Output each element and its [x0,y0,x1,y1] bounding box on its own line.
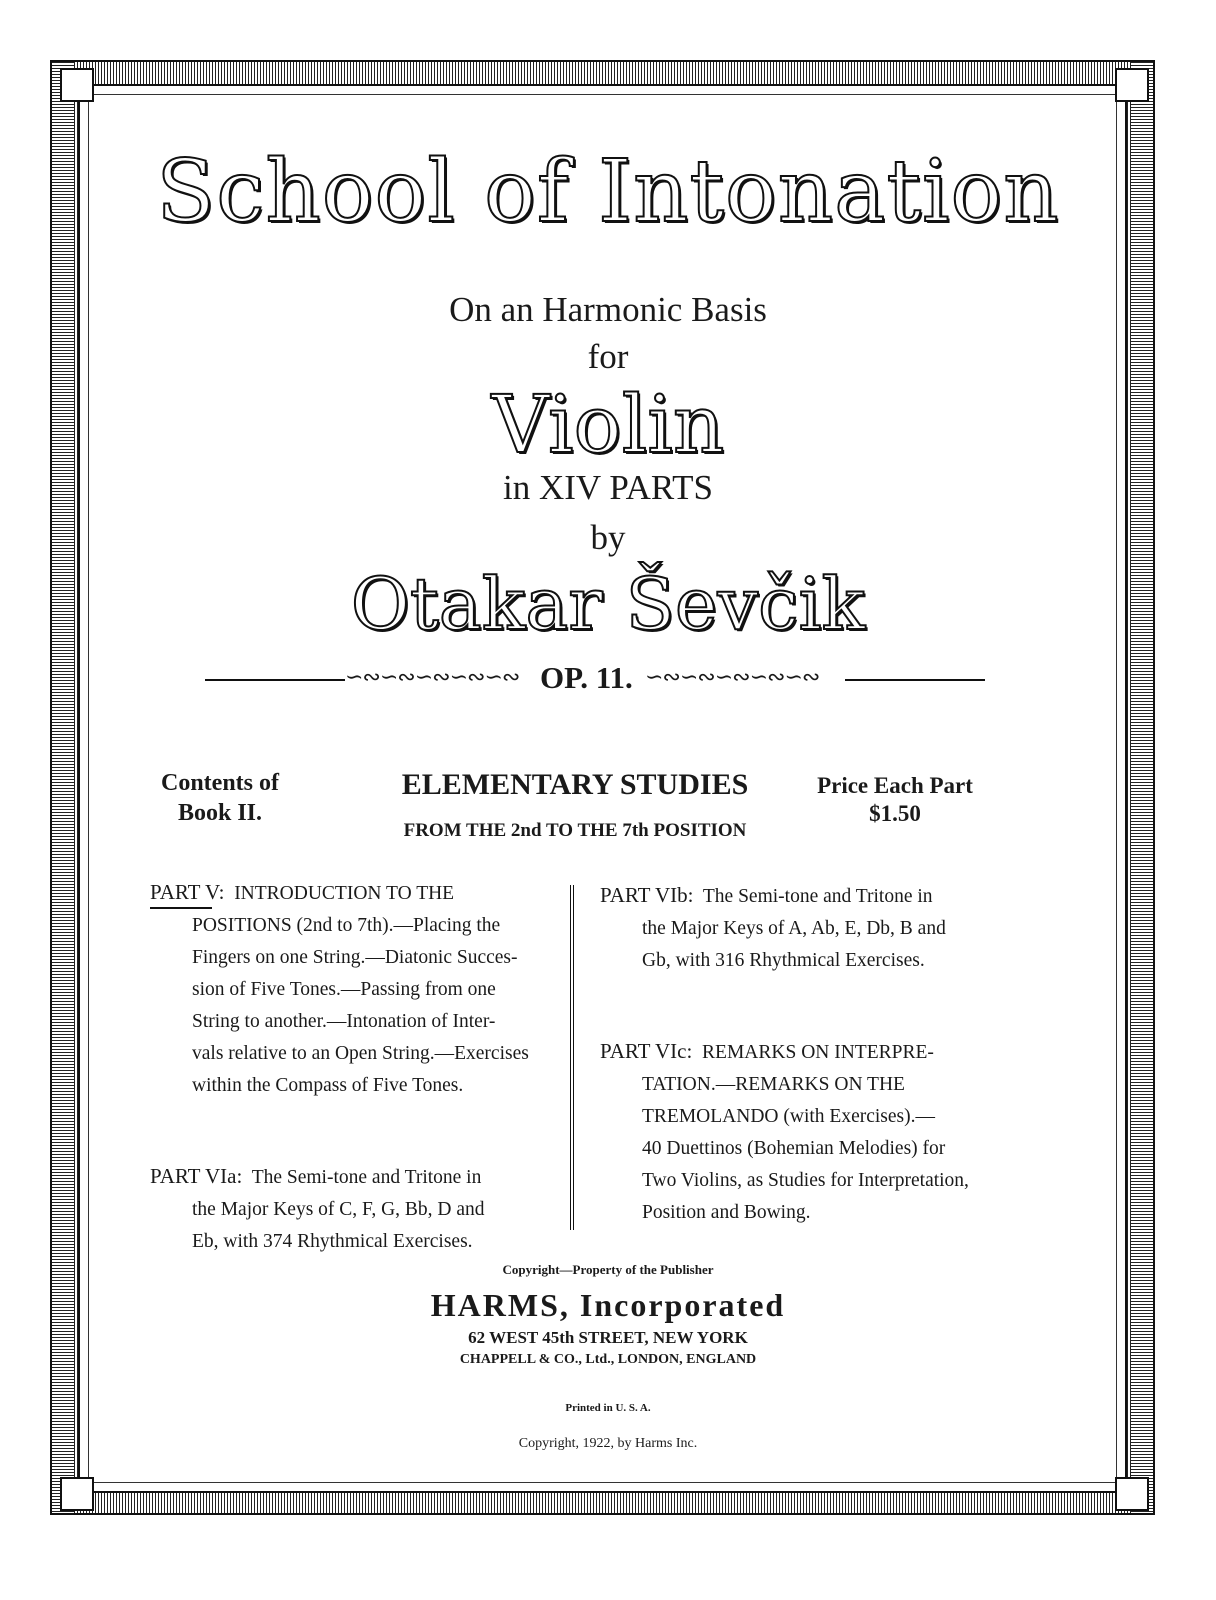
by-text: by [590,518,626,557]
rule-line-left [205,679,345,681]
part-label: PART VIb: [600,883,694,907]
contents-left-column [150,876,545,1258]
parts-count: in XIV PARTS [503,468,713,507]
column-divider [570,885,574,1230]
composer-name: Otakar Ševčik [350,562,866,646]
corner-ornament-icon [1115,68,1149,102]
corner-ornament-icon [60,68,94,102]
scroll-ornament-icon: ∽∾∽∾∽∾∽∾∽∾ [345,664,520,689]
part-label: PART V: [150,880,225,904]
opus-number: OP. 11. [540,660,633,695]
part-vib: PART VIb: The Semi-tone and Tritone in the Major Keys of A, Ab, E, Db, B and Gb, with 316 Rhythmical Exercises. [600,883,946,971]
price-label: Price Each Part $1.50 [817,773,973,826]
part-via: PART VIa: The Semi-tone and Tritone in the Major Keys of C, F, G, Bb, D and Eb, with 374 Rhythmical Exercises. [150,1164,485,1252]
part-label: PART VIa: [150,1164,243,1188]
copyright-line: Copyright, 1922, by Harms Inc. [518,1436,698,1451]
section-heading: ELEMENTARY STUDIES [401,768,749,801]
part-v: PART V: INTRODUCTION TO THE POSITIONS (2nd to 7th).—Placing the Fingers on one String.—Diatonic Succes- sion of Five Tones.—Passing from one String to another.—Intonation of Inter- vals relative to an Open String.—Exercises within the Compass of Five Tones. [150,880,529,1096]
corner-ornament-icon [1115,1477,1149,1511]
subtitle: On an Harmonic Basis [449,290,767,329]
agent-address: CHAPPELL & CO., Ltd., LONDON, ENGLAND [459,1352,757,1367]
contents-right-column [600,879,995,1229]
contents-label: Contents of Book II. [161,770,279,826]
page-title: School of Intonation [156,142,1060,242]
corner-ornament-icon [60,1477,94,1511]
rule-line-right [845,679,985,681]
part-underline [150,907,212,909]
opus-rule [205,660,985,696]
scroll-ornament-icon: ∽∾∽∾∽∾∽∾∽∾ [645,664,820,689]
part-vic: PART VIc: REMARKS ON INTERPRE- TATION.—REMARKS ON THE TREMOLANDO (with Exercises).— 40 Duettinos (Bohemian Melodies) for Two Violins, as Studies for Interpretation, Position and Bowing. [600,1039,969,1223]
part-label: PART VIc: [600,1039,693,1063]
publisher-name: HARMS, Incorporated [430,1287,786,1323]
for-text: for [587,337,629,376]
section-subheading: FROM THE 2nd TO THE 7th POSITION [403,820,747,841]
instrument-title: Violin [491,378,725,471]
copyright-note: Copyright—Property of the Publisher [502,1262,714,1277]
printed-in: Printed in U. S. A. [565,1402,651,1414]
publisher-address: 62 WEST 45th STREET, NEW YORK [468,1328,748,1347]
